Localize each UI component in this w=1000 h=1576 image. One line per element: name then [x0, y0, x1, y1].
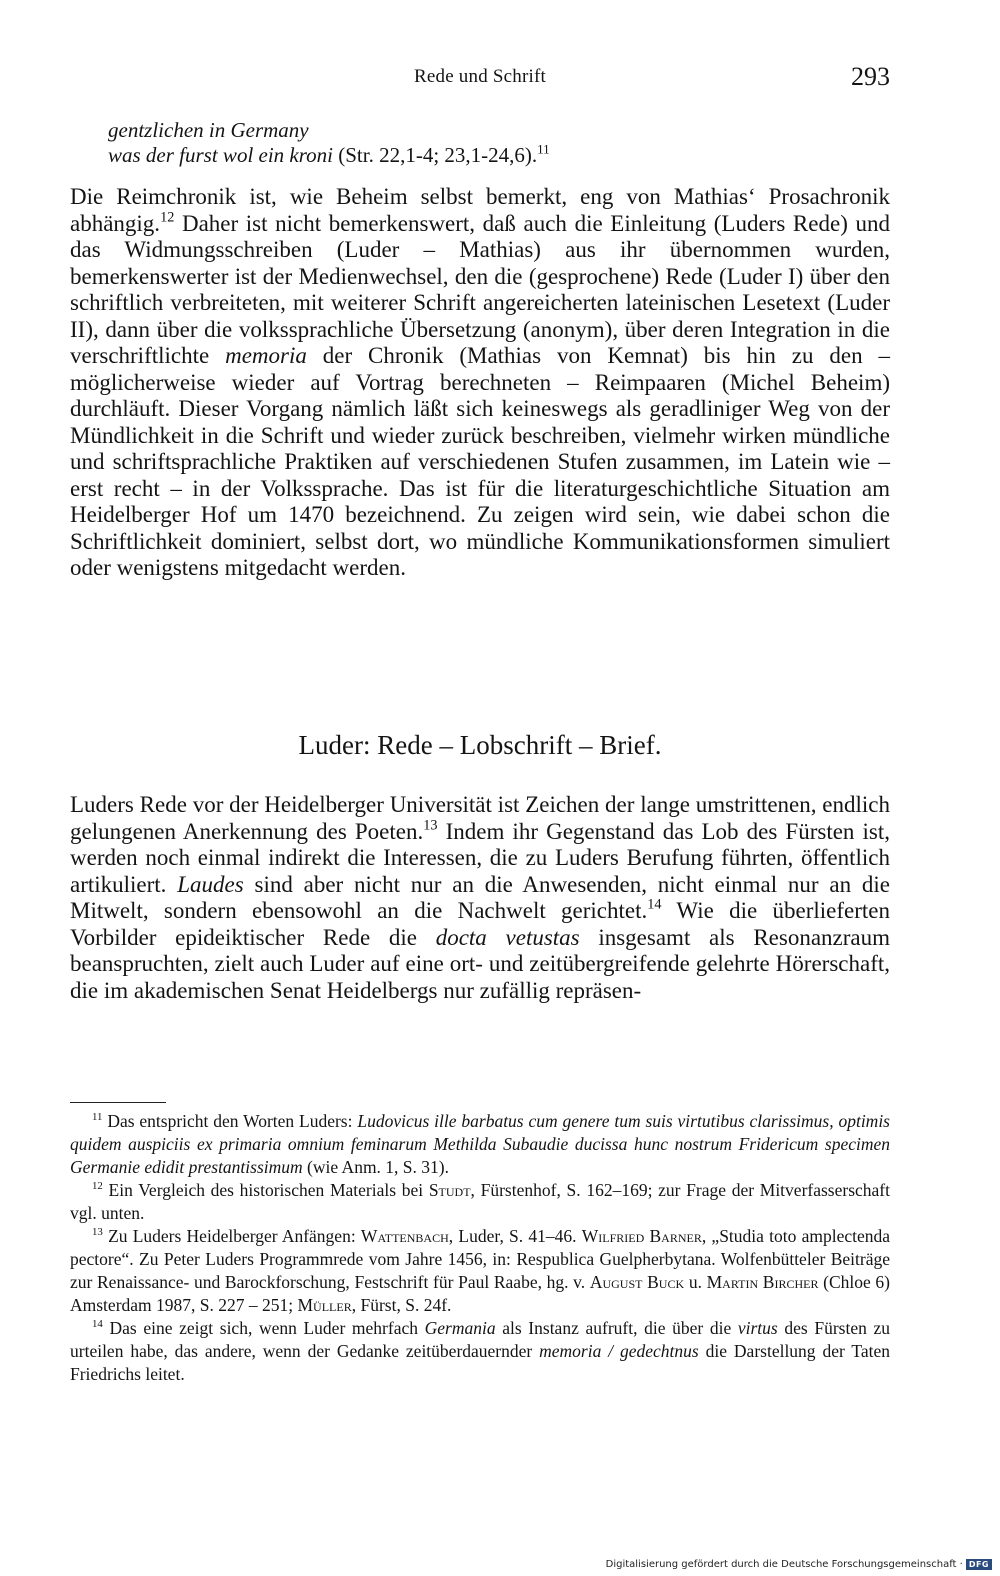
- footnote-12-number: 12: [92, 1179, 103, 1192]
- page-number: 293: [851, 62, 890, 91]
- footnote-13-author-1: Wattenbach: [360, 1226, 449, 1246]
- p1-text-b: Daher ist nicht bemerkenswert, daß auch die Einleitung (Luders Rede) und das Widmungsschreiben (Luder – Mathias) aus ihr übernommen wurden, bemerkenswerter ist der Medienwechsel, den die (gesprochene) Rede (Luder I) über den schriftlich verbreiteten, mit weiterer Schrift angereicherten lateinischen Lesetext (Luder II), dann über die volkssprachliche Übersetzung (anonym), über deren Integration in die verschriftlichte: [70, 210, 890, 368]
- footnote-14-text-a: Das eine zeigt sich, wenn Luder mehrfach: [102, 1318, 425, 1338]
- footnote-14: [70, 1317, 890, 1386]
- footnote-13-text-d: u.: [684, 1272, 707, 1292]
- footnote-divider: [70, 1102, 166, 1103]
- footnote-14-text-b: als Instanz aufruft, die über die: [495, 1318, 738, 1338]
- paragraph-1: [70, 184, 890, 582]
- footnote-ref-14: 14: [647, 896, 662, 913]
- p2-text-a: Luders Rede vor der Heidelberger Universität ist Zeichen der lange umstrittenen, endlich gelungenen Anerkennung des Poeten.: [70, 792, 890, 844]
- verse-line-1: [108, 118, 888, 143]
- dfg-logo: DFG: [966, 1559, 992, 1570]
- footnote-12-author: Studt: [428, 1180, 471, 1200]
- footnote-12: [70, 1179, 890, 1225]
- footnote-14-italic-virtus: virtus: [737, 1318, 778, 1338]
- credit-text: Digitalisierung gefördert durch die Deutsche Forschungsgemeinschaft ·: [605, 1559, 963, 1570]
- section-heading: Luder: Rede – Lobschrift – Brief.: [298, 730, 662, 760]
- verse-line-1-text: gentzlichen in Germany: [108, 118, 309, 142]
- footnote-13-text-f: , Fürst, S. 24f.: [351, 1295, 452, 1315]
- verse-reference: (Str. 22,1-4; 23,1-24,6).: [332, 143, 538, 167]
- footnote-13-text-b: , Luder, S. 41–46.: [448, 1226, 582, 1246]
- footnote-14-italic-germania: Germania: [424, 1318, 496, 1338]
- p2-text-e: insgesamt als Resonanzraum beanspruchten, zielt auch Luder auf eine ort- und zeitübergreifende gelehrte Hörerschaft, die im akademischen Senat Heidelbergs nur zufällig repräsen-: [70, 924, 890, 1003]
- footnote-13-text-c: , „Studia toto amplectenda pectore“. Zu Peter Luders Programmrede vom Jahre 1456, in: Respublica Guelpherbytana. Wolfenbütteler Beiträge zur Renaissance- und Barockforschung, Festschrift für Paul Raabe, hg. v.: [70, 1226, 891, 1292]
- footnote-14-number: 14: [92, 1317, 103, 1330]
- footnote-14-text-c: des Fürsten zu urteilen habe, das andere, wenn der Gedanke zeitüberdauernder: [70, 1318, 890, 1361]
- running-title: Rede und Schrift: [414, 66, 546, 87]
- footnote-11-number: 11: [92, 1110, 103, 1123]
- footnote-13-author-4: Martin Bircher: [706, 1272, 819, 1292]
- verse-line-2-text: was der furst wol ein kroni: [108, 143, 333, 167]
- p2-text-d: Wie die überlieferten Vorbilder epideiktischer Rede die: [70, 898, 890, 950]
- p1-italic-memoria: memoria: [225, 343, 307, 368]
- footnotes: [70, 1110, 890, 1386]
- footnote-13-text-a: Zu Luders Heidelberger Anfängen:: [102, 1226, 361, 1246]
- footnote-13-number: 13: [92, 1225, 103, 1238]
- footnote-13-author-3: August Buck: [589, 1272, 685, 1292]
- running-head: [70, 62, 890, 92]
- footnote-13: [70, 1225, 890, 1317]
- p2-italic-docta-vetustas: docta vetustas: [435, 924, 580, 950]
- p2-text-c: sind aber nicht nur an die Anwesenden, nicht einmal nur an die Mitwelt, sondern ebensowohl an die Nachwelt gerichtet.: [70, 871, 891, 923]
- verse-quote: [108, 118, 888, 168]
- footnote-14-text-d: die Darstellung der Taten Friedrichs leitet.: [70, 1341, 890, 1384]
- footnote-11: [70, 1110, 890, 1179]
- verse-line-2: [108, 143, 888, 168]
- footnote-ref-13: 13: [423, 817, 438, 834]
- footnote-12-text-a: Ein Vergleich des historischen Materials bei: [102, 1180, 429, 1200]
- p2-italic-laudes: Laudes: [177, 871, 244, 897]
- footnote-ref-11: 11: [537, 141, 550, 157]
- footnote-11-text-a: Das entspricht den Worten Luders:: [102, 1111, 358, 1131]
- footnote-12-text-b: , Fürstenhof, S. 162–169; zur Frage der Mitverfasserschaft vgl. unten.: [70, 1180, 890, 1223]
- footnote-14-italic-memoria: memoria / gedechtnus: [539, 1341, 699, 1361]
- p1-text-a: Die Reimchronik ist, wie Beheim selbst bemerkt, eng von Mathias‘ Prosachronik abhängig.: [70, 184, 890, 236]
- footnote-13-text-e: (Chloe 6) Amsterdam 1987, S. 227 – 251;: [70, 1272, 891, 1315]
- p1-text-c: der Chronik (Mathias von Kemnat) bis hin zu den – möglicherweise wieder auf Vortrag berechneten – Reimpaaren (Michel Beheim) durchläuft. Dieser Vorgang nämlich läßt sich keineswegs als geradliniger Weg von der Mündlichkeit in die Schrift und wieder zurück beschreiben, vielmehr wirken mündliche und schriftsprachliche Praktiken auf verschiedenen Stufen zusammen, im Latein wie – erst recht – in der Volkssprache. Das ist für die literaturgeschichtliche Situation am Heidelberger Hof um 1470 bezeichnend. Zu zeigen wird sein, wie dabei schon die Schriftlichkeit dominiert, selbst dort, wo mündliche Kommunikationsformen simuliert oder wenigstens mitgedacht werden.: [70, 343, 890, 580]
- footnote-11-quote: Ludovicus ille barbatus cum genere tum suis virtutibus clarissimus, optimis quidem auspiciis ex primaria omnium feminarum Methilda Subaudie ducissa hunc nostrum Fridericum specimen Germanie edidit prestantissimum: [70, 1111, 890, 1177]
- footnote-ref-12: 12: [160, 209, 175, 226]
- digitization-credit: [606, 1559, 992, 1570]
- footnote-13-author-5: Müller: [297, 1295, 352, 1315]
- footnote-13-author-2: Wilfried Barner: [581, 1226, 702, 1246]
- paragraph-2: [70, 792, 890, 1004]
- p2-text-b: Indem ihr Gegenstand das Lob des Fürsten ist, werden noch einmal indirekt die Interessen, die zu Luders Berufung führten, öffentlich artikuliert.: [70, 818, 890, 897]
- footnote-11-text-b: (wie Anm. 1, S. 31).: [302, 1157, 449, 1177]
